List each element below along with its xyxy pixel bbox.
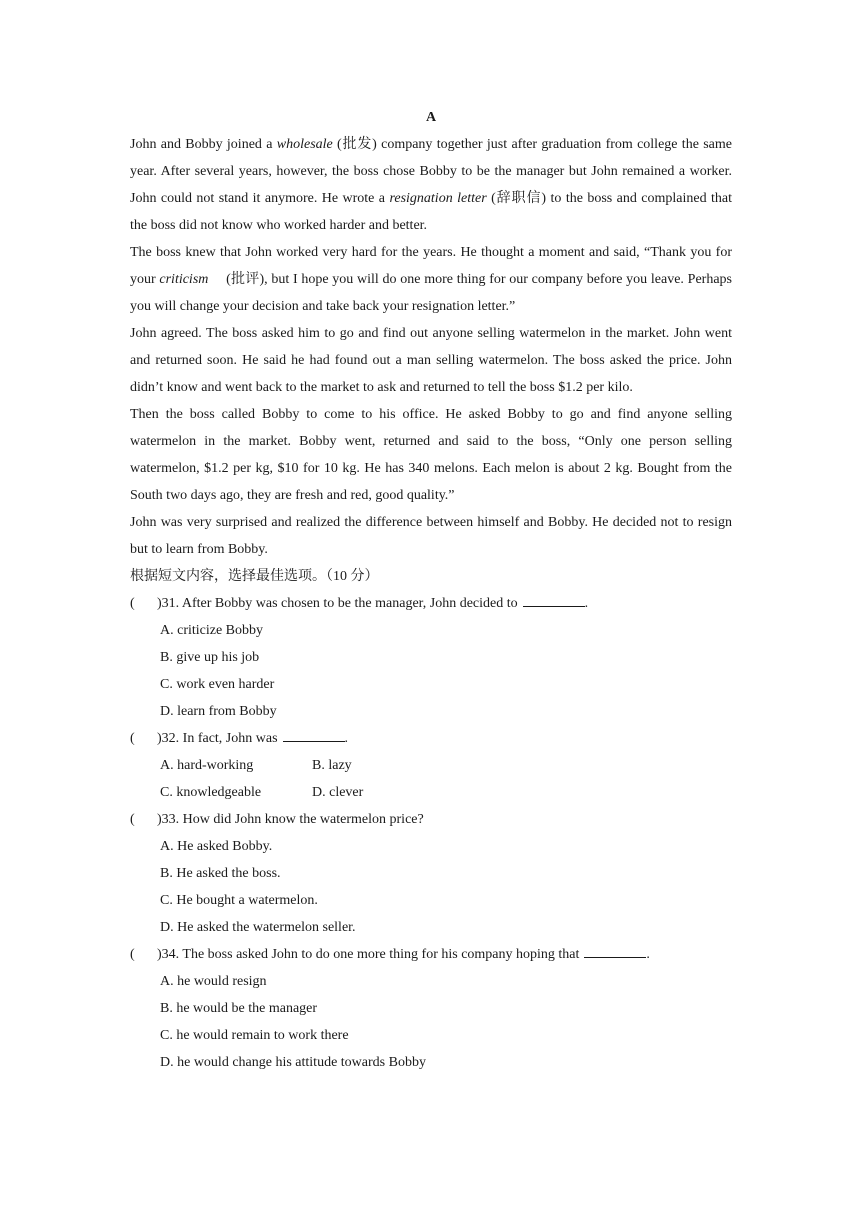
option-d: D. He asked the watermelon seller. <box>160 920 356 935</box>
answer-paren[interactable]: ( <box>130 812 135 827</box>
option-b: B. he would be the manager <box>160 1001 318 1016</box>
option-c: C. He bought a watermelon. <box>160 893 318 908</box>
option-b: B. lazy <box>312 758 352 773</box>
option-a: A. He asked Bobby. <box>160 839 273 854</box>
option-c: C. work even harder <box>160 677 275 692</box>
passage-paragraph-2: The boss knew that John worked very hard for the years. He thought a moment and said, “Thank you for your criticism (批评), but I hope you will do one more thing for our company before you leave. Perhaps you will change your decision and take back your resignation letter.” <box>130 245 732 314</box>
passage-paragraph-4: Then the boss called Bobby to come to his office. He asked Bobby to go and find anyone selling watermelon in the market. Bobby went, returned and said to the boss, “Only one person selling watermelon, $1.2 per kg, $10 for 10 kg. He has 340 melons. Each melon is about 2 kg. Bought from the South two days ago, they are fresh and red, good quality.” <box>130 407 732 503</box>
answer-blank <box>584 945 646 958</box>
option-b: B. He asked the boss. <box>160 866 281 881</box>
answer-blank <box>283 729 345 742</box>
option-c: C. he would remain to work there <box>160 1028 349 1043</box>
passage-paragraph-1: John and Bobby joined a wholesale (批发) company together just after graduation from college the same year. After several years, however, the boss chose Bobby to be the manager but John remained a worker. John could not stand it anymore. He wrote a resignation letter (辞职信) to the boss and complained that the boss did not know who worked harder and better. <box>130 137 733 233</box>
question-stem: )33. How did John know the watermelon price? <box>157 812 424 827</box>
term-wholesale: wholesale <box>276 137 333 152</box>
question-stem: )31. After Bobby was chosen to be the manager, John decided to <box>157 596 518 611</box>
option-b: B. give up his job <box>160 650 260 665</box>
answer-paren[interactable]: ( <box>130 596 135 611</box>
question-stem: )34. The boss asked John to do one more thing for his company hoping that <box>157 947 580 962</box>
question-33 <box>130 806 732 833</box>
worksheet-page <box>130 104 732 1076</box>
question-34: ( )34. The boss asked John to do one more thing for his company hoping that . <box>130 941 732 968</box>
option-d: D. learn from Bobby <box>160 704 277 719</box>
option-row <box>130 779 732 806</box>
option-row <box>130 752 732 779</box>
option-a: A. hard-working <box>160 758 254 773</box>
option-a: A. he would resign <box>160 974 267 989</box>
answer-blank <box>523 594 585 607</box>
answer-paren[interactable]: ( <box>130 947 135 962</box>
term-resignation-letter: resignation letter <box>389 191 487 206</box>
option-a: A. criticize Bobby <box>160 623 264 638</box>
option-d: D. he would change his attitude towards Bobby <box>160 1055 426 1070</box>
section-heading: A <box>425 110 437 125</box>
passage-paragraph-3: John agreed. The boss asked him to go and find out anyone selling watermelon in the market. John went and returned soon. He said he had found out a man selling watermelon. The boss asked the price. John didn’t know and went back to the market to ask and returned to tell the boss $1.2 per kilo. <box>130 326 732 395</box>
question-32: ( )32. In fact, John was . <box>130 725 732 752</box>
term-criticism: criticism <box>159 272 209 287</box>
instruction: 根据短文内容，选择最佳选项。（10 分） <box>130 569 379 584</box>
option-c: C. knowledgeable <box>160 785 262 800</box>
question-stem: )32. In fact, John was <box>157 731 278 746</box>
answer-paren[interactable]: ( <box>130 731 135 746</box>
question-31: ( )31. After Bobby was chosen to be the manager, John decided to . <box>130 590 732 617</box>
option-d: D. clever <box>312 785 364 800</box>
passage-paragraph-5: John was very surprised and realized the difference between himself and Bobby. He decided not to resign but to learn from Bobby. <box>130 515 732 557</box>
